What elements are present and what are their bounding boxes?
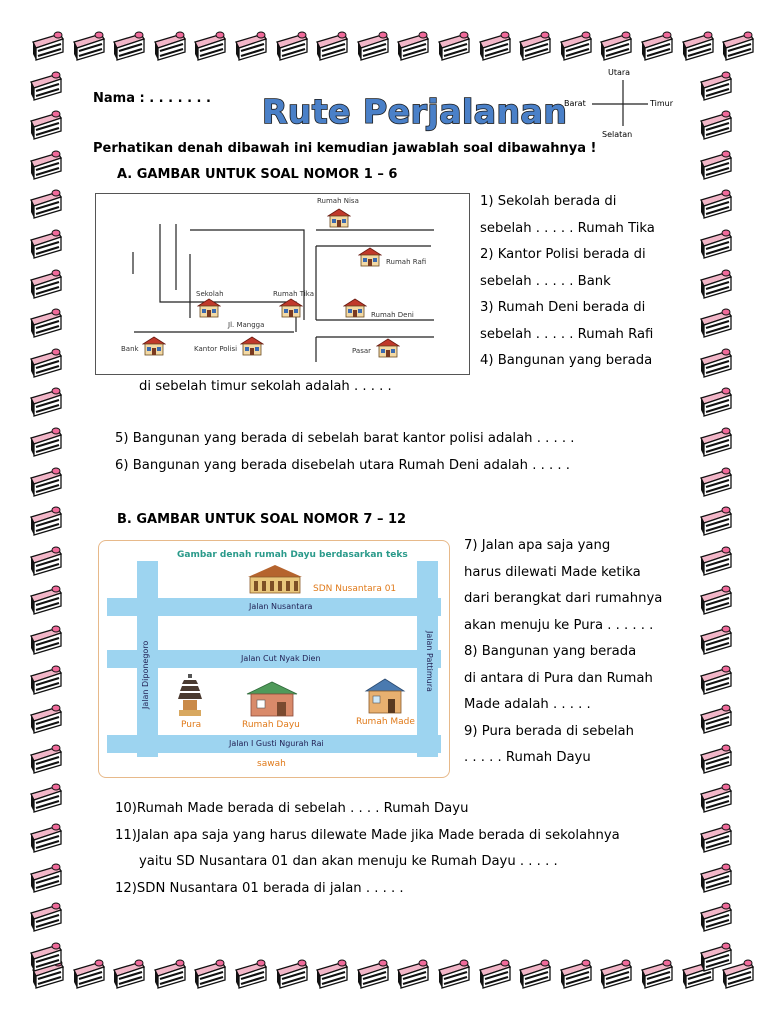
q7-line3: dari berangkat dari rumahnya	[464, 591, 663, 606]
map-b	[98, 540, 450, 778]
q2-line1: 2) Kantor Polisi berada di	[480, 247, 646, 262]
cake-slice-icon	[698, 743, 734, 775]
label-sdn-nusantara: SDN Nusantara 01	[313, 584, 397, 594]
cake-slice-icon	[698, 624, 734, 656]
cake-slice-icon	[28, 505, 64, 537]
cake-slice-icon	[639, 958, 675, 990]
cake-slice-icon	[152, 958, 188, 990]
cake-slice-icon	[598, 30, 634, 62]
cake-slice-icon	[698, 149, 734, 181]
cake-slice-icon	[28, 70, 64, 102]
label-rumah-deni: Rumah Deni	[371, 311, 414, 319]
cake-slice-icon	[639, 30, 675, 62]
cake-slice-icon	[192, 958, 228, 990]
label-jl-mangga: Jl. Mangga	[228, 321, 265, 329]
cake-slice-icon	[30, 30, 66, 62]
cake-slice-icon	[436, 958, 472, 990]
compass	[562, 68, 682, 140]
question-12: 12)SDN Nusantara 01 berada di jalan . . . . .	[115, 881, 404, 896]
q3-line1: 3) Rumah Deni berada di	[480, 300, 646, 315]
cake-slice-icon	[28, 545, 64, 577]
q9-line1: 9) Pura berada di sebelah	[464, 723, 634, 739]
label-jalan-cut-nyak-dien: Jalan Cut Nyak Dien	[241, 654, 321, 663]
label-rumah-dayu: Rumah Dayu	[242, 720, 300, 730]
house-icon-sekolah	[197, 298, 221, 322]
section-b-heading: B. GAMBAR UNTUK SOAL NOMOR 7 – 12	[117, 512, 407, 527]
house-icon-rumah-rafi	[358, 247, 382, 271]
pura-temple	[177, 672, 203, 718]
house-icon-pasar	[376, 338, 400, 362]
cake-slice-icon	[698, 782, 734, 814]
cake-slice-icon	[698, 188, 734, 220]
cake-slice-icon	[698, 228, 734, 260]
cake-slice-icon	[558, 958, 594, 990]
q8-line2: di antara di Pura dan Rumah	[464, 670, 653, 686]
cake-slice-icon	[111, 30, 147, 62]
cake-slice-icon	[477, 30, 513, 62]
cake-slice-icon	[28, 426, 64, 458]
label-pasar: Pasar	[352, 347, 372, 355]
cake-slice-icon	[698, 584, 734, 616]
cake-slice-icon	[698, 664, 734, 696]
section-b-questions	[464, 533, 684, 772]
cake-slice-icon	[28, 941, 64, 973]
rumah-made-house	[364, 677, 406, 715]
cake-slice-icon	[698, 70, 734, 102]
cake-slice-icon	[395, 30, 431, 62]
cake-slice-icon	[28, 624, 64, 656]
label-jalan-diponegoro: Jalan Diponegoro	[141, 640, 150, 709]
name-field-label: Nama : . . . . . . .	[93, 91, 211, 106]
compass-west: Barat	[564, 99, 586, 108]
cake-slice-icon	[28, 664, 64, 696]
school-building	[244, 563, 306, 595]
cake-slice-icon	[698, 109, 734, 141]
cake-slice-icon	[314, 30, 350, 62]
cake-slice-icon	[698, 505, 734, 537]
house-icon-rumah-nisa	[327, 208, 351, 232]
cake-slice-icon	[698, 703, 734, 735]
cake-slice-icon	[28, 743, 64, 775]
question-11-line2: yaitu SD Nusantara 01 dan akan menuju ke Rumah Dayu . . . . .	[139, 854, 558, 869]
cake-slice-icon	[698, 386, 734, 418]
cake-slice-icon	[71, 958, 107, 990]
question-11-line1: 11)Jalan apa saja yang harus dilewate Made jika Made berada di sekolahnya	[115, 828, 620, 843]
label-jalan-i-gusti-ngurah-rai: Jalan I Gusti Ngurah Rai	[229, 739, 324, 748]
q4-line1: 4) Bangunan yang berada	[480, 353, 653, 368]
cake-slice-icon	[698, 941, 734, 973]
compass-east: Timur	[650, 99, 674, 108]
cake-slice-icon	[477, 958, 513, 990]
cake-slice-icon	[698, 901, 734, 933]
q8-line3: Made adalah . . . . .	[464, 697, 591, 712]
cake-slice-icon	[698, 307, 734, 339]
question-5: 5) Bangunan yang berada di sebelah barat kantor polisi adalah . . . . .	[115, 431, 575, 446]
cake-slice-icon	[517, 30, 553, 62]
cake-slice-icon	[28, 307, 64, 339]
label-rumah-made: Rumah Made	[356, 717, 415, 727]
map-a	[95, 193, 470, 375]
q9-line2: . . . . . Rumah Dayu	[464, 750, 591, 765]
q1-line1: 1) Sekolah berada di	[480, 194, 617, 209]
compass-north: Utara	[608, 68, 631, 77]
cake-slice-icon	[28, 862, 64, 894]
label-sekolah: Sekolah	[196, 290, 224, 298]
cake-slice-icon	[698, 347, 734, 379]
cake-slice-icon	[233, 30, 269, 62]
label-rumah-rafi: Rumah Rafi	[386, 258, 427, 266]
label-bank: Bank	[121, 345, 139, 353]
compass-south: Selatan	[602, 130, 633, 139]
section-a-questions	[480, 189, 680, 375]
map-b-title: Gambar denah rumah Dayu berdasarkan teks	[177, 550, 408, 560]
house-icon-rumah-tika	[279, 298, 303, 322]
q7-line2: harus dilewati Made ketika	[464, 564, 641, 580]
cake-slice-icon	[698, 466, 734, 498]
cake-slice-icon	[28, 347, 64, 379]
cake-slice-icon	[71, 30, 107, 62]
cake-slice-icon	[355, 958, 391, 990]
question-10: 10)Rumah Made berada di sebelah . . . . Rumah Dayu	[115, 801, 469, 816]
q7-line4: akan menuju ke Pura . . . . . .	[464, 617, 654, 633]
cake-slice-icon	[152, 30, 188, 62]
page-title: Rute Perjalanan	[262, 92, 568, 131]
q4-continued: di sebelah timur sekolah adalah . . . . .	[139, 379, 392, 394]
cake-slice-icon	[274, 30, 310, 62]
cake-slice-icon	[517, 958, 553, 990]
label-kantor-polisi: Kantor Polisi	[194, 345, 238, 353]
house-icon-kantor-polisi	[240, 336, 264, 360]
cake-slice-icon	[28, 386, 64, 418]
cake-slice-icon	[28, 822, 64, 854]
cake-slice-icon	[436, 30, 472, 62]
cake-slice-icon	[698, 268, 734, 300]
cake-slice-icon	[698, 862, 734, 894]
cake-slice-icon	[192, 30, 228, 62]
cake-slice-icon	[720, 30, 756, 62]
cake-slice-icon	[28, 584, 64, 616]
cake-slice-icon	[28, 466, 64, 498]
cake-slice-icon	[698, 545, 734, 577]
cake-slice-icon	[680, 30, 716, 62]
cake-slice-icon	[558, 30, 594, 62]
cake-slice-icon	[28, 188, 64, 220]
cake-slice-icon	[28, 149, 64, 181]
question-6: 6) Bangunan yang berada disebelah utara Rumah Deni adalah . . . . .	[115, 458, 570, 473]
q8-line1: 8) Bangunan yang berada	[464, 644, 637, 659]
cake-slice-icon	[698, 822, 734, 854]
cake-slice-icon	[233, 958, 269, 990]
label-rumah-nisa: Rumah Nisa	[317, 197, 359, 205]
house-icon-bank	[142, 336, 166, 360]
label-jalan-pattimura: Jalan Pattimura	[425, 631, 434, 692]
label-rumah-tika: Rumah Tika	[273, 290, 314, 298]
cake-slice-icon	[28, 268, 64, 300]
instruction-text: Perhatikan denah dibawah ini kemudian jawablah soal dibawahnya !	[93, 141, 597, 156]
q3-line2: sebelah . . . . . Rumah Rafi	[480, 326, 654, 342]
label-pura: Pura	[181, 720, 202, 730]
cake-slice-icon	[28, 228, 64, 260]
q2-line2: sebelah . . . . . Bank	[480, 273, 611, 289]
cake-slice-icon	[28, 782, 64, 814]
label-jalan-nusantara: Jalan Nusantara	[249, 602, 313, 611]
label-sawah: sawah	[257, 759, 286, 769]
house-icon-rumah-deni	[343, 298, 367, 322]
q1-line2: sebelah . . . . . Rumah Tika	[480, 220, 655, 236]
cake-slice-icon	[395, 958, 431, 990]
q7-line1: 7) Jalan apa saja yang	[464, 538, 611, 553]
cake-slice-icon	[355, 30, 391, 62]
cake-slice-icon	[598, 958, 634, 990]
rumah-dayu-house	[245, 680, 299, 718]
cake-slice-icon	[274, 958, 310, 990]
cake-slice-icon	[28, 901, 64, 933]
cake-slice-icon	[111, 958, 147, 990]
cake-slice-icon	[698, 426, 734, 458]
cake-slice-icon	[28, 109, 64, 141]
cake-slice-icon	[28, 703, 64, 735]
section-a-heading: A. GAMBAR UNTUK SOAL NOMOR 1 – 6	[117, 167, 398, 182]
cake-slice-icon	[314, 958, 350, 990]
